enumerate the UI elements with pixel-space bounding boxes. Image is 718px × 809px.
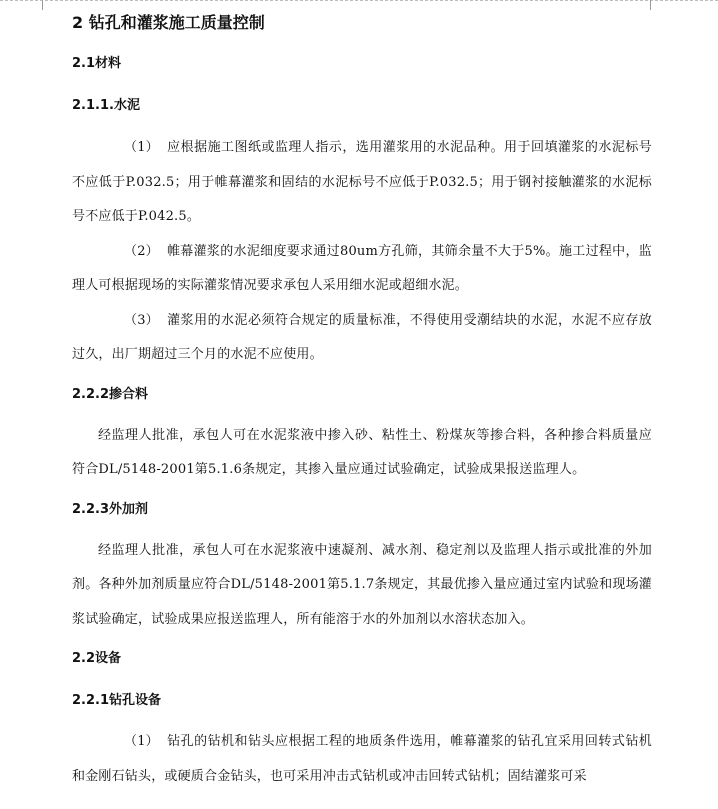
item-number: （3） [124, 312, 159, 328]
chapter-heading: 2 钻孔和灌浆施工质量控制 [72, 13, 265, 32]
section-heading-equipment: 2.2设备 [72, 651, 122, 666]
page-top-border [0, 0, 718, 4]
paragraph-text: 钻孔的钻机和钻头应根据工程的地质条件选用，帷幕灌浆的钻孔宜采用回转式钻机和金刚石钻头，或硬质合金钻头，也可采用冲击式钻机或冲击回转式钻机；固结灌浆可采 [72, 734, 652, 784]
paragraph-drilling-1 [72, 725, 652, 794]
item-number: （1） [124, 734, 159, 749]
paragraph-text: 灌浆用的水泥必须符合规定的质量标准，不得使用受潮结块的水泥，水泥不应存放过久，出厂期超过三个月的水泥不应使用。 [72, 312, 652, 362]
section-heading-materials: 2.1材料 [72, 56, 122, 71]
paragraph-cement-2 [72, 235, 652, 304]
subsection-heading-drilling-equipment: 2.2.1钻孔设备 [72, 693, 162, 708]
document-body [72, 8, 652, 794]
paragraph-additive: 经监理人批准，承包人可在水泥浆液中速凝剂、减水剂、稳定剂以及监理人指示或批准的外加剂。各种外加剂质量应符合DL/5148-2001第5.1.7条规定，其最优掺入量应通过室内试验和现场灌浆试验确定，试验成果应报送监理人，所有能溶于水的外加剂以水溶状态加入。 [72, 542, 652, 627]
subsection-heading-admixture: 2.2.2掺合料 [72, 386, 149, 402]
paragraph-text: 应根据施工图纸或监理人指示，选用灌浆用的水泥品种。用于回填灌浆的水泥标号不应低于P.032.5；用于帷幕灌浆和固结的水泥标号不应低于P.032.5；用于钢衬接触灌浆的水泥标号不应低于P.042.5。 [72, 140, 652, 224]
paragraph-cement-3 [72, 304, 652, 373]
subsection-heading-additive: 2.2.3外加剂 [72, 501, 149, 517]
item-number: （2） [124, 243, 159, 259]
paragraph-admixture: 经监理人批准，承包人可在水泥浆液中掺入砂、粘性土、粉煤灰等掺合料，各种掺合料质量应符合DL/5148-2001第5.1.6条规定，其掺入量应通过试验确定，试验成果报送监理人。 [72, 427, 652, 477]
paragraph-cement-1 [72, 131, 652, 235]
item-number: （1） [124, 140, 159, 155]
subsection-heading-cement: 2.1.1.水泥 [72, 98, 140, 113]
margin-corner-mark-left [42, 0, 43, 10]
paragraph-text: 帷幕灌浆的水泥细度要求通过80um方孔筛，其筛余量不大于5%。施工过程中，监理人可根据现场的实际灌浆情况要求承包人采用细水泥或超细水泥。 [72, 243, 652, 293]
